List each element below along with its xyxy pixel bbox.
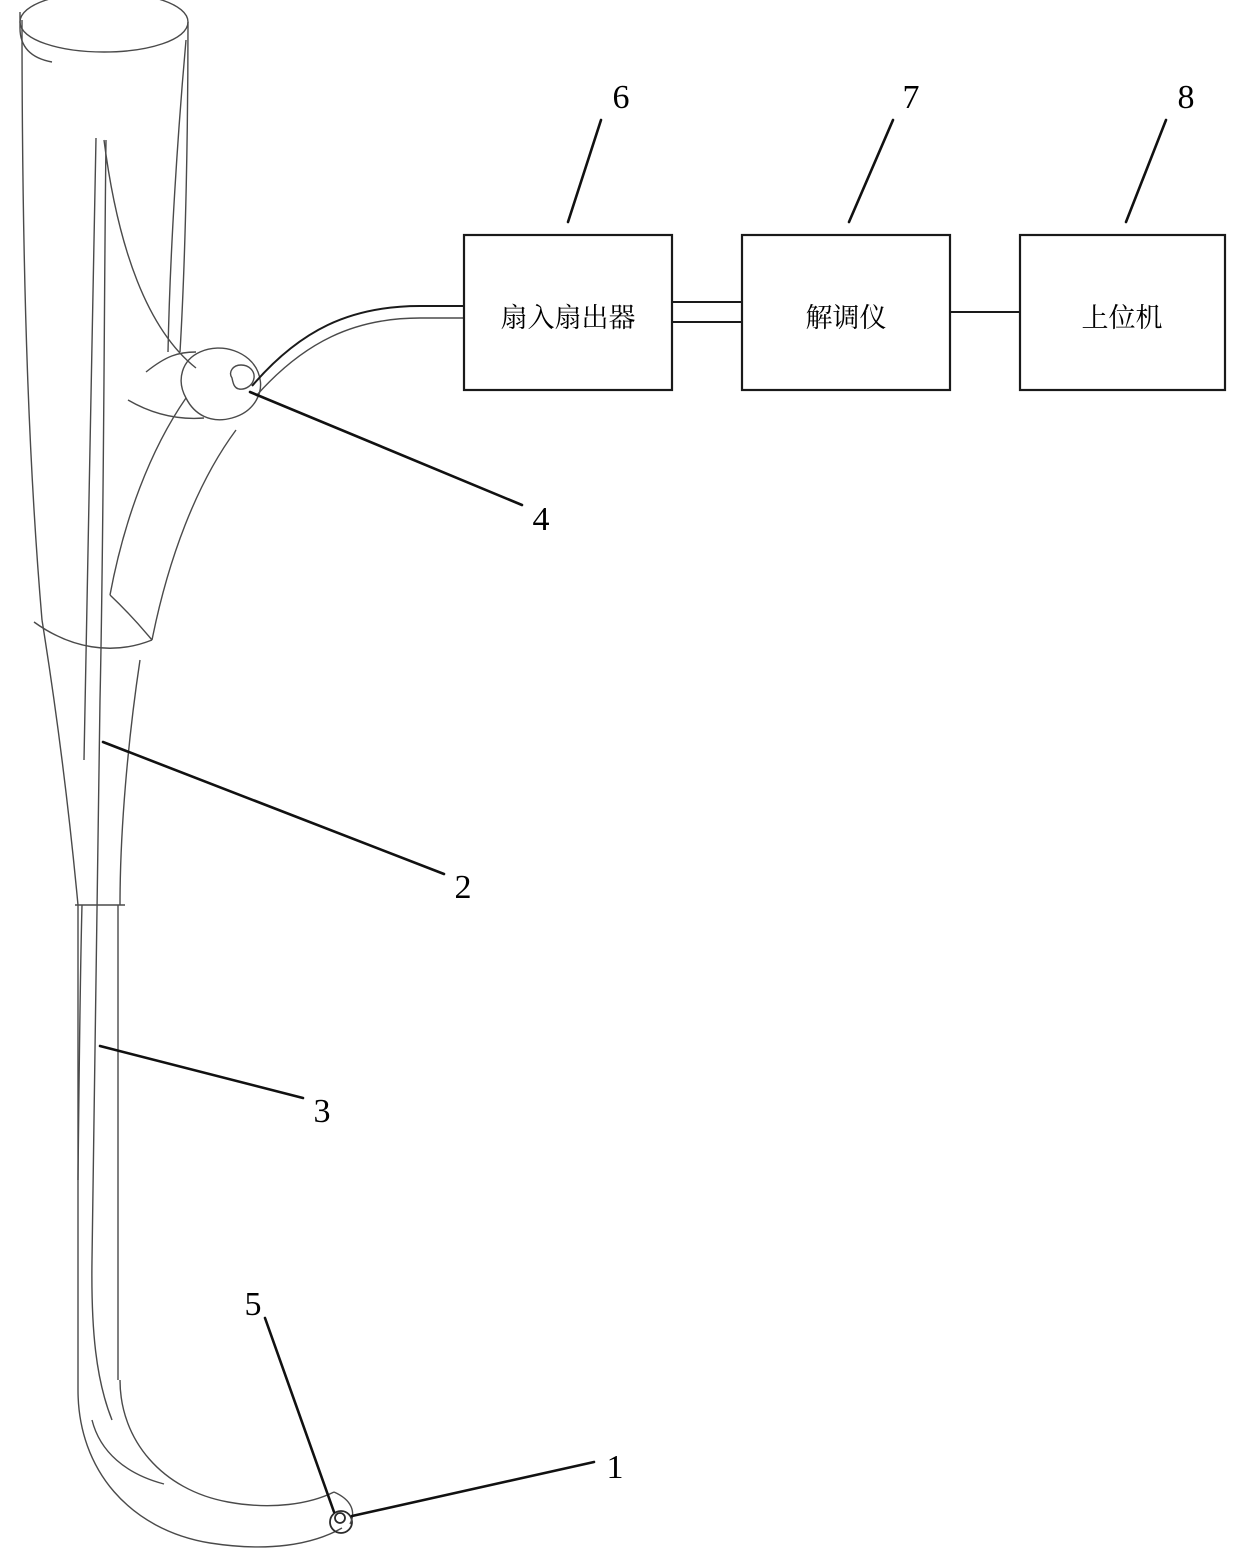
block-label-fan-in-fan-out: 扇入扇出器 [500, 303, 636, 334]
sensor-tube-outline [84, 138, 112, 1420]
callout-2: 2 [454, 869, 472, 906]
fiber-cable [252, 306, 464, 396]
block-label-host-computer: 上位机 [1081, 303, 1163, 334]
callout-3: 3 [313, 1093, 331, 1130]
callout-6: 6 [612, 79, 630, 116]
callout-8: 8 [1177, 79, 1195, 116]
block-label-demodulator: 解调仪 [805, 303, 887, 334]
callout-5: 5 [244, 1286, 262, 1323]
callout-1: 1 [606, 1449, 624, 1486]
block-host-computer[interactable] [1020, 235, 1225, 390]
callout-7: 7 [902, 79, 920, 116]
branch-arm-outline [104, 140, 260, 640]
horn-body-outline [20, 0, 188, 1390]
block-demodulator[interactable] [742, 235, 950, 390]
block-fan-in-fan-out[interactable] [464, 235, 672, 390]
callout-4: 4 [532, 501, 550, 538]
